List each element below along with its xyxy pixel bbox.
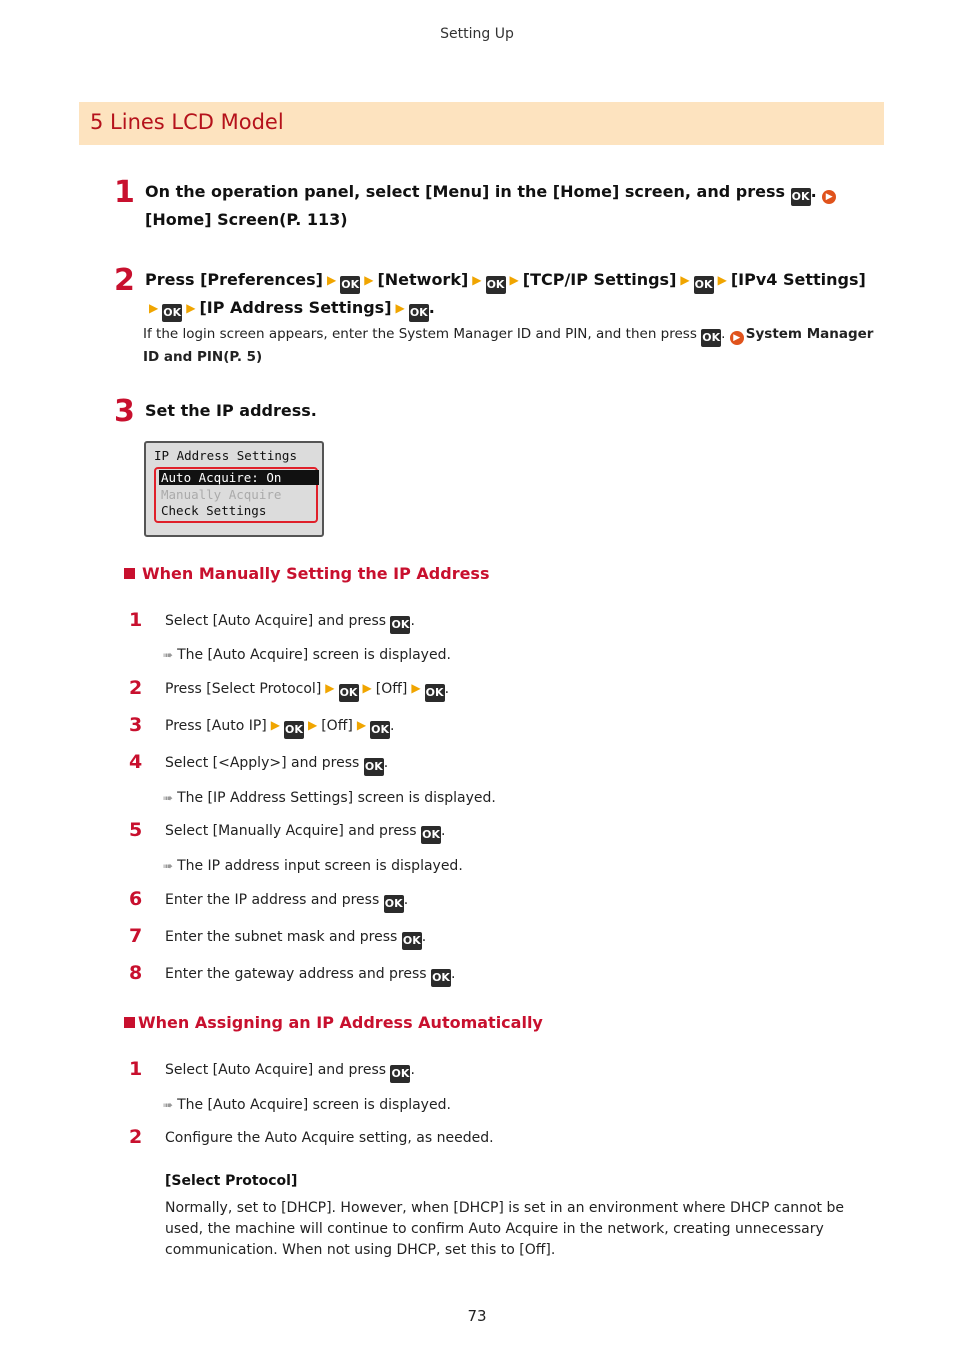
result-arrow-icon: ➠ <box>163 1098 174 1112</box>
substep-text: Configure the Auto Acquire setting, as needed. <box>165 1130 494 1146</box>
square-bullet-icon <box>124 1017 135 1028</box>
lcd-screen-image <box>144 441 324 537</box>
substep-result: ➠ The IP address input screen is displayed. <box>163 858 463 874</box>
manual-heading: When Manually Setting the IP Address <box>124 564 489 583</box>
substep-text: Enter the subnet mask and press OK. <box>165 929 426 950</box>
substep-result: ➠ The [Auto Acquire] screen is displayed. <box>163 1097 451 1113</box>
next-arrow-icon: ▶ <box>395 301 405 315</box>
substep-text: Enter the gateway address and press OK. <box>165 966 455 987</box>
substep-number: 5 <box>129 819 143 841</box>
ok-key-icon: OK <box>409 304 429 322</box>
substep-number: 3 <box>129 714 143 736</box>
substep-number: 2 <box>129 677 143 699</box>
lcd-title: IP Address Settings <box>154 448 297 463</box>
substep-text: Press [Select Protocol] ▶ OK ▶ [Off] ▶ OK. <box>165 681 449 702</box>
result-arrow-icon: ➠ <box>163 859 174 873</box>
next-arrow-icon: ▶ <box>149 301 159 315</box>
substep-text: Select [Auto Acquire] and press OK. <box>165 1062 415 1083</box>
next-arrow-icon: ▶ <box>509 273 519 287</box>
ok-key-icon: OK <box>421 826 441 844</box>
next-arrow-icon: ▶ <box>186 301 196 315</box>
running-header: Setting Up <box>440 26 514 42</box>
next-arrow-icon: ▶ <box>411 681 421 695</box>
ok-key-icon: OK <box>402 932 422 950</box>
step-number: 2 <box>114 263 135 298</box>
substep-number: 8 <box>129 962 143 984</box>
step-1-text: On the operation panel, select [Menu] in the [Home] screen, and press OK. ▶[Home] Screen(P. 113) <box>145 178 875 234</box>
ok-key-icon: OK <box>284 721 304 739</box>
ok-key-icon: OK <box>340 276 360 294</box>
ok-key-icon: OK <box>791 188 811 206</box>
result-arrow-icon: ➠ <box>163 648 174 662</box>
ok-key-icon: OK <box>370 721 390 739</box>
step-1-instruction: On the operation panel, select [Menu] in the [Home] screen, and press <box>145 182 791 201</box>
substep-text: Press [Auto IP] ▶ OK ▶ [Off] ▶ OK. <box>165 718 395 739</box>
step-2-text: Press [Preferences] ▶ OK ▶ [Network] ▶ OK ▶ [TCP/IP Settings] ▶ OK ▶ [IPv4 Settings] ▶ OK ▶ [IP Address Settings] ▶ OK. <box>145 266 880 322</box>
section-title: 5 Lines LCD Model <box>90 110 284 134</box>
page-number: 73 <box>467 1307 487 1325</box>
square-bullet-icon <box>124 568 135 579</box>
step-number: 3 <box>114 394 135 429</box>
step-2-note: If the login screen appears, enter the System Manager ID and PIN, and then press OK. ▶ System Manager ID and PIN(P. 5) <box>143 326 874 365</box>
substep-result: ➠ The [Auto Acquire] screen is displayed. <box>163 647 451 663</box>
ok-key-icon: OK <box>162 304 182 322</box>
substep-number: 6 <box>129 888 143 910</box>
select-protocol-description: Normally, set to [DHCP]. However, when [DHCP] is set in an environment where DHCP cannot be used, the machine will continue to confirm Auto Acquire in the network, creating unnecessary communication. When not using DHCP, set this to [Off]. <box>165 1200 844 1258</box>
home-screen-link[interactable]: [Home] Screen(P. 113) <box>145 210 348 229</box>
ok-key-icon: OK <box>384 895 404 913</box>
next-arrow-icon: ▶ <box>307 718 318 732</box>
ok-key-icon: OK <box>390 616 410 634</box>
lcd-item-selected: Auto Acquire: On <box>159 470 319 485</box>
result-arrow-icon: ➠ <box>163 791 174 805</box>
auto-heading: When Assigning an IP Address Automatically <box>124 1013 543 1032</box>
next-arrow-icon: ▶ <box>472 273 482 287</box>
next-arrow-icon: ▶ <box>325 681 335 695</box>
substep-text: Select [Manually Acquire] and press OK. <box>165 823 445 844</box>
lcd-item: Check Settings <box>161 503 267 518</box>
substep-result: ➠ The [IP Address Settings] screen is displayed. <box>163 790 496 806</box>
substep-number: 7 <box>129 925 143 947</box>
next-arrow-icon: ▶ <box>362 681 372 695</box>
next-arrow-icon: ▶ <box>717 273 727 287</box>
next-arrow-icon: ▶ <box>356 718 367 732</box>
substep-number: 1 <box>129 609 143 631</box>
ok-key-icon: OK <box>425 684 445 702</box>
substep-text: Select [<Apply>] and press OK. <box>165 755 388 776</box>
select-protocol-title: [Select Protocol] <box>165 1173 298 1189</box>
ok-key-icon: OK <box>486 276 506 294</box>
substep-text: Enter the IP address and press OK. <box>165 892 408 913</box>
link-arrow-icon: ▶ <box>730 331 744 345</box>
link-arrow-icon: ▶ <box>822 190 836 204</box>
system-manager-link[interactable]: System Manager ID and PIN(P. 5) <box>143 326 874 365</box>
next-arrow-icon: ▶ <box>364 273 374 287</box>
section-title-bar <box>79 102 884 145</box>
ok-key-icon: OK <box>339 684 359 702</box>
substep-text: Select [Auto Acquire] and press OK. <box>165 613 415 634</box>
step-3-text: Set the IP address. <box>145 401 317 420</box>
ok-key-icon: OK <box>364 758 384 776</box>
ok-key-icon: OK <box>390 1065 410 1083</box>
step-number: 1 <box>114 175 135 210</box>
substep-number: 1 <box>129 1058 143 1080</box>
substep-number: 2 <box>129 1126 143 1148</box>
next-arrow-icon: ▶ <box>270 718 280 732</box>
lcd-item-disabled: Manually Acquire <box>161 487 282 502</box>
ok-key-icon: OK <box>431 969 451 987</box>
substep-number: 4 <box>129 751 143 773</box>
ok-key-icon: OK <box>701 329 721 347</box>
next-arrow-icon: ▶ <box>326 273 337 287</box>
ok-key-icon: OK <box>694 276 714 294</box>
next-arrow-icon: ▶ <box>680 273 690 287</box>
